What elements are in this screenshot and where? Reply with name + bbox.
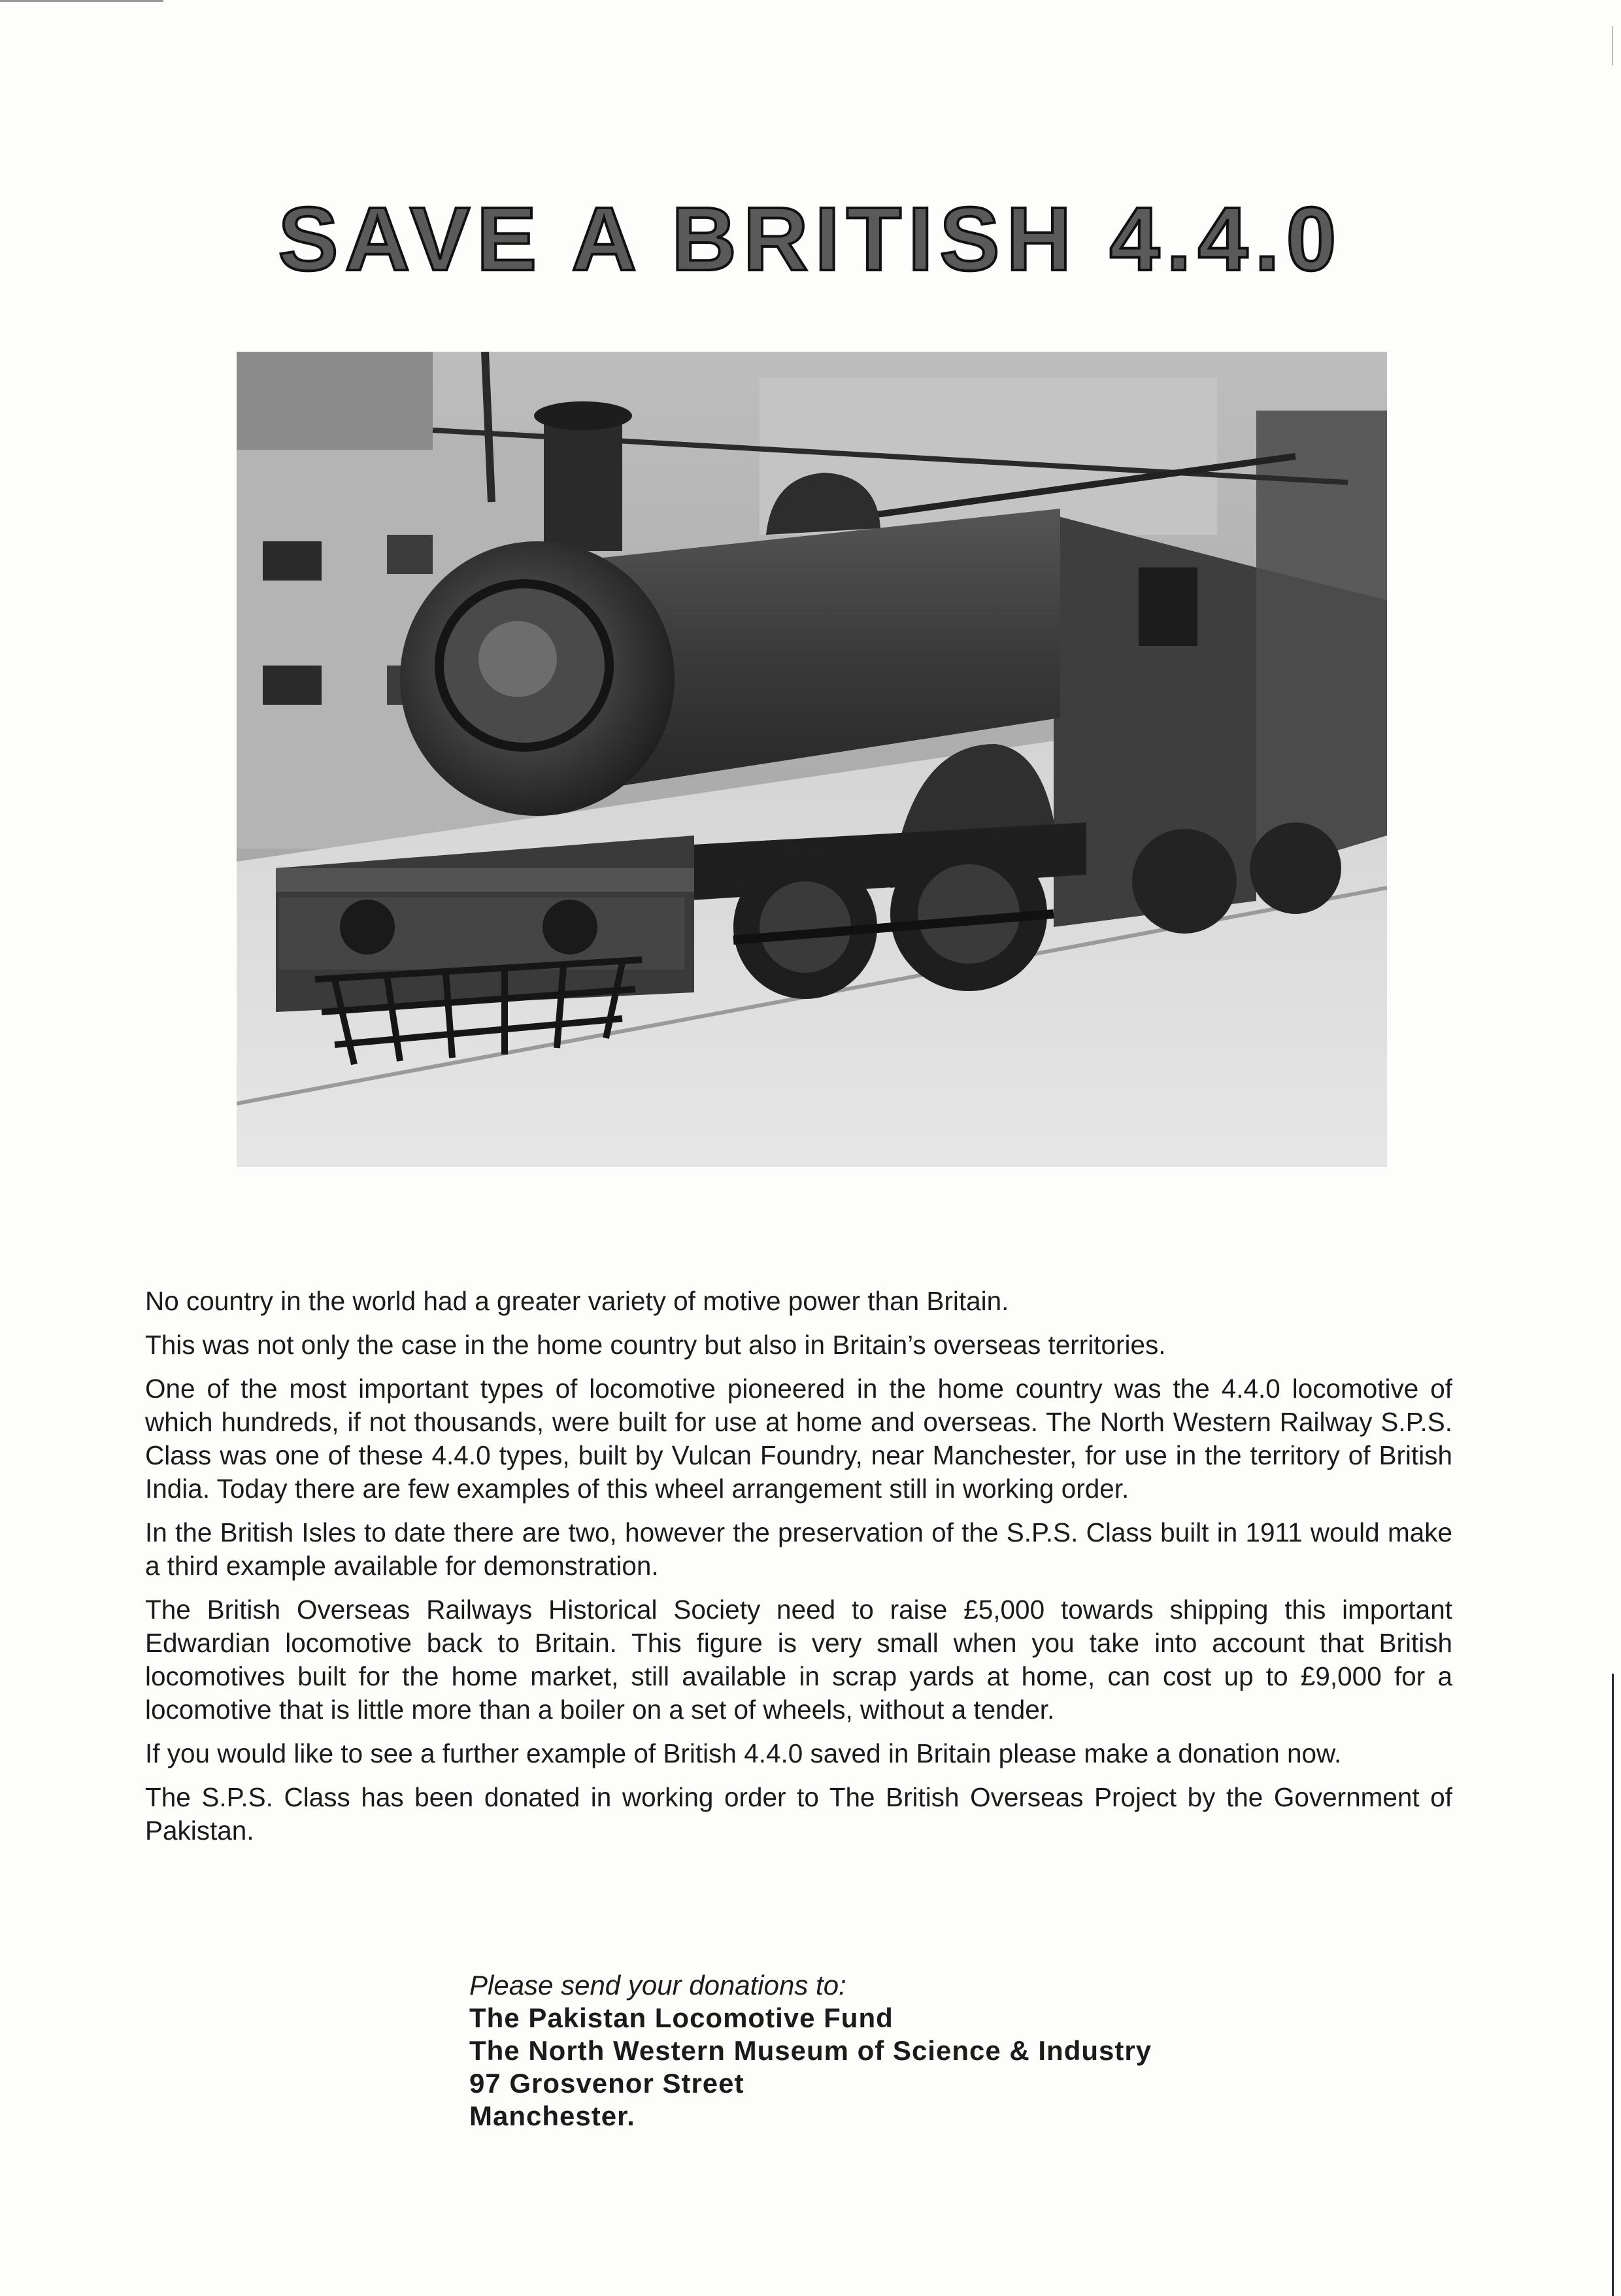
top-rule xyxy=(0,0,163,2)
paragraph: In the British Isles to date there are two, however the preservation of the S.P.S. Class built in 1911 would make a third example available for demonstration. xyxy=(145,1517,1452,1581)
address-line: Manchester. xyxy=(469,2101,635,2131)
address-line: 97 Grosvenor Street xyxy=(469,2068,744,2099)
paragraph: No country in the world had a greater variety of motive power than Britain. xyxy=(145,1286,1009,1316)
paragraph: The British Overseas Railways Historical Society need to raise £5,000 towards shipping this important Edwardian locomotive back to Britain. This figure is very small when you take into account that British locomotives built for the home market, still available in scrap yards at home, can cost up to £9,000 for a locomotive that is little more than a boiler on a set of wheels, without a tender. xyxy=(145,1595,1452,1725)
paragraph: If you would like to see a further example of British 4.4.0 saved in Britain please make a donation now. xyxy=(145,1738,1342,1768)
paragraph: This was not only the case in the home country but also in Britain’s overseas territories. xyxy=(145,1330,1166,1360)
locomotive-photo xyxy=(237,352,1387,1167)
address-line: The Pakistan Locomotive Fund xyxy=(469,2002,894,2033)
paragraph: The S.P.S. Class has been donated in working order to The British Overseas Project by the Government of Pakistan. xyxy=(145,1782,1452,1846)
donation-address xyxy=(469,1969,1450,2133)
page-title: SAVE A BRITISH 4.4.0 xyxy=(278,189,1343,290)
address-line: The North Western Museum of Science & Industry xyxy=(469,2035,1152,2066)
steam-locomotive-photo-icon xyxy=(237,352,1387,1167)
page-edge-mark xyxy=(1612,26,1613,65)
address-lead: Please send your donations to: xyxy=(469,1970,846,2001)
paragraph: One of the most important types of locomotive pioneered in the home country was the 4.4.0 locomotive of which hundreds, if not thousands, were built for use at home and overseas. The North Western Railway S.P.S. Class was one of these 4.4.0 types, built by Vulcan Foundry, near Manchester, for use in the territory of British India. Today there are few examples of this wheel arrangement still in working order. xyxy=(145,1374,1452,1504)
body-text xyxy=(145,1285,1452,1858)
page-edge-line xyxy=(1612,1674,1614,2296)
